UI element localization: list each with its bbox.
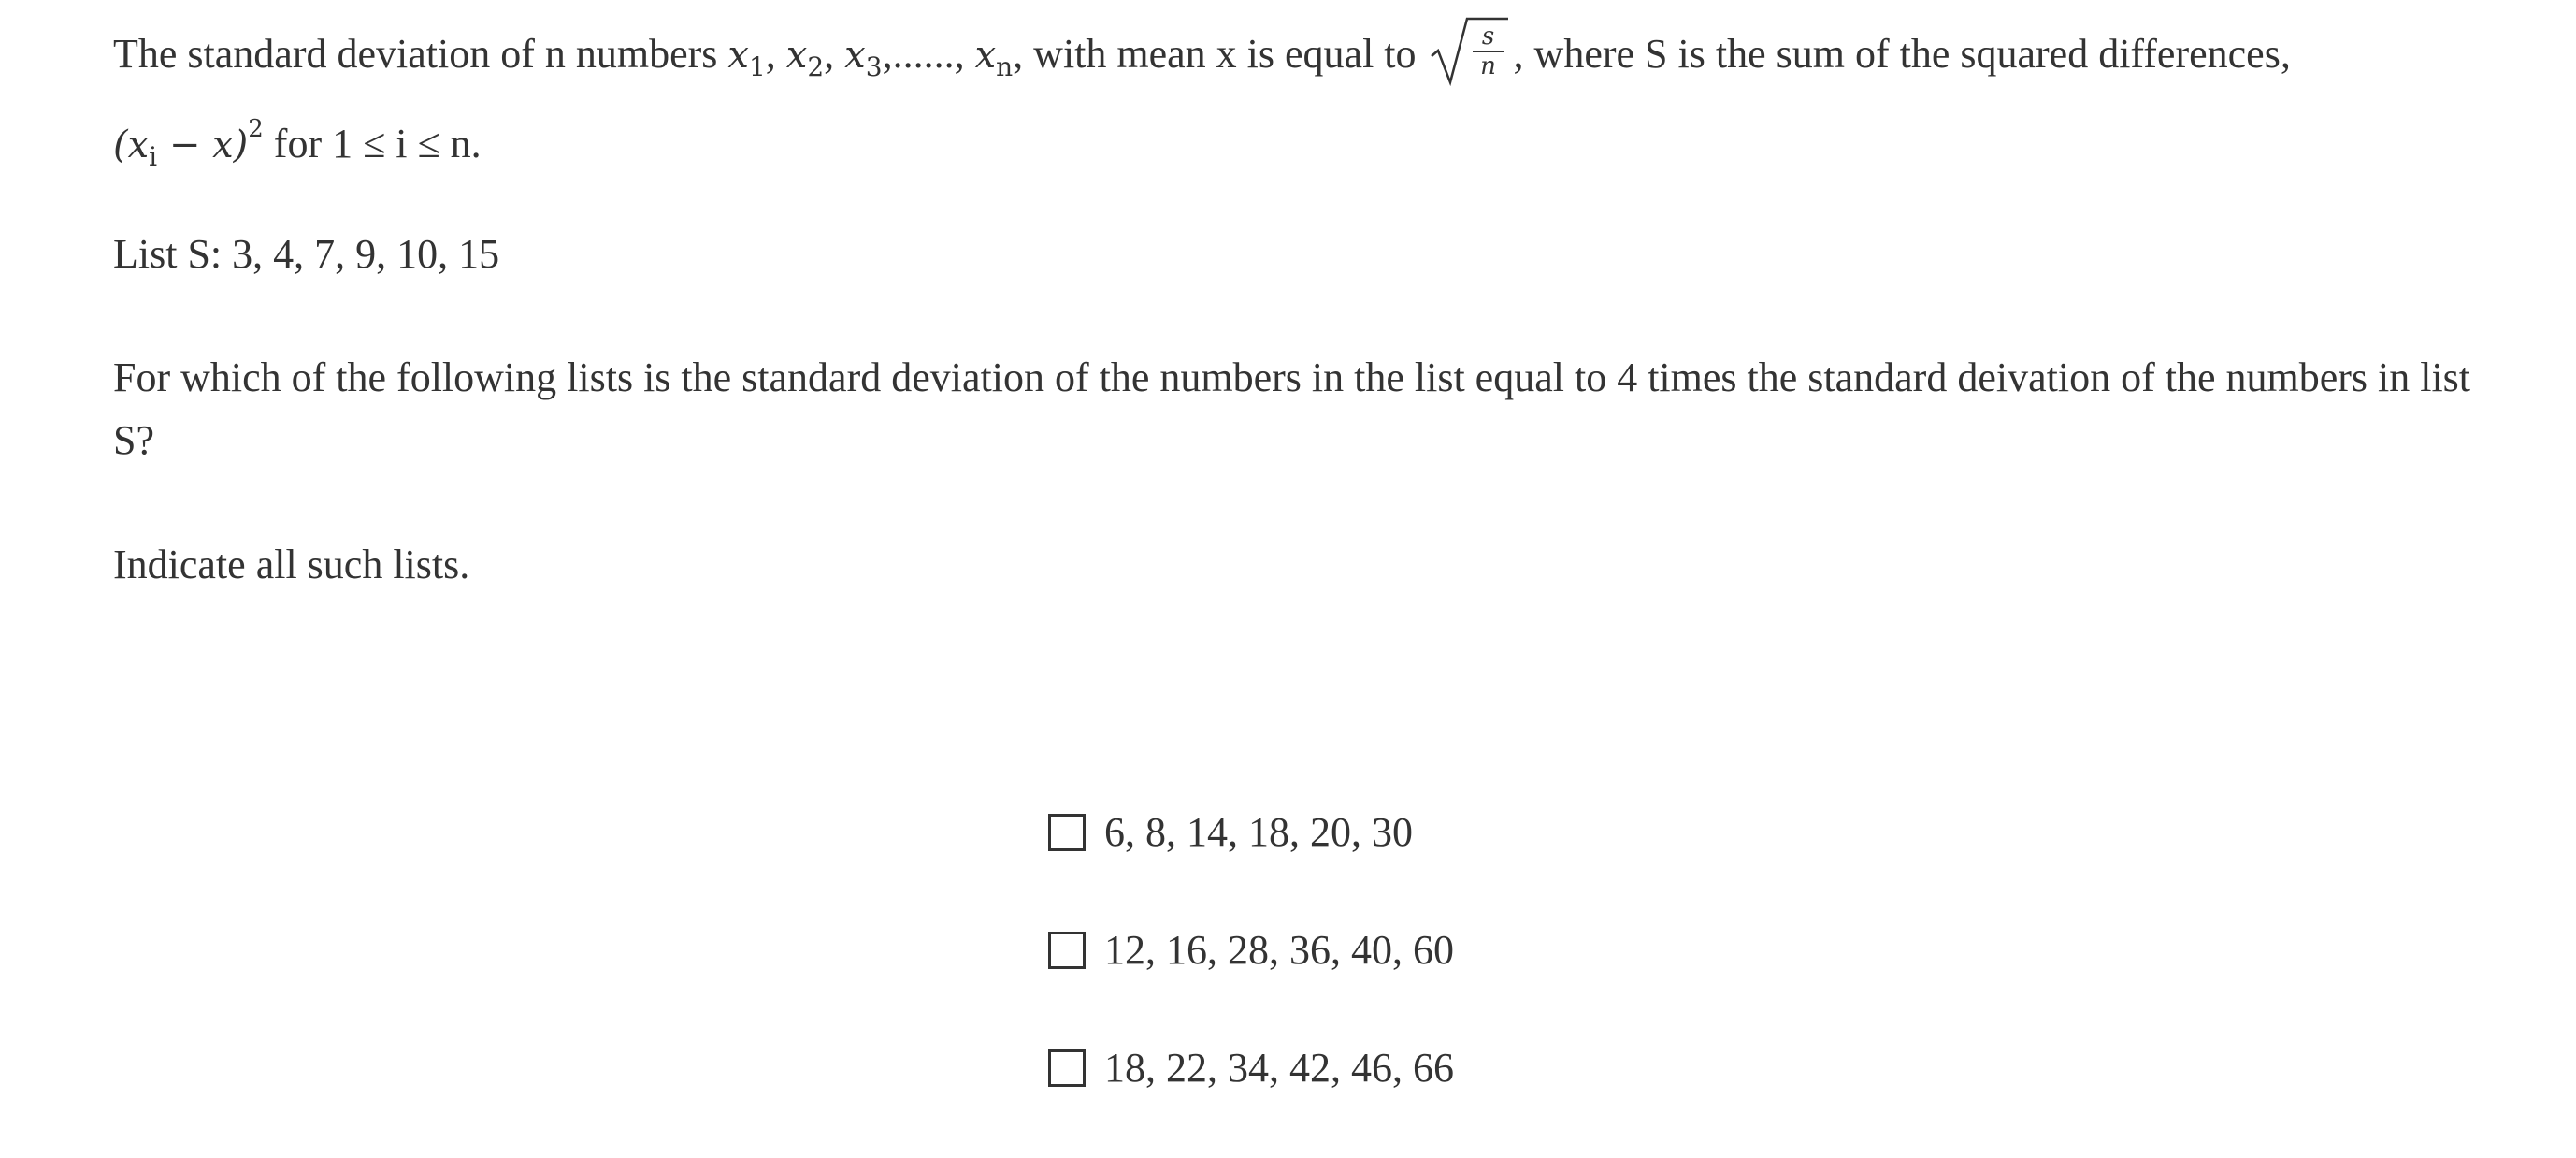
definition-range-text: for 1 ≤ i ≤ n. <box>263 121 482 167</box>
checkbox-icon[interactable] <box>1048 814 1086 851</box>
answer-option-label: 18, 22, 34, 42, 46, 66 <box>1104 1045 1454 1091</box>
checkbox-icon[interactable] <box>1048 932 1086 969</box>
math-x1: $x_1$ <box>727 34 766 83</box>
definition-text-end: , where S is the sum of the squared differences, <box>1513 31 2291 78</box>
question-instruction: Indicate all such lists. <box>113 542 470 587</box>
sqrt-denominator: n <box>1480 52 1496 80</box>
definition-text-middle: , with mean x is equal to <box>1013 31 1417 78</box>
answer-options <box>1048 804 1454 1158</box>
math-squared-difference: $(x_i - x)^2$ <box>113 115 264 173</box>
sqrt-expression <box>1430 15 1508 90</box>
math-xn: $x_n$ <box>974 34 1014 83</box>
answer-option-label: 6, 8, 14, 18, 20, 30 <box>1104 809 1413 855</box>
answer-option-label: 12, 16, 28, 36, 40, 60 <box>1104 927 1454 973</box>
math-x3: $x_3$ <box>844 34 883 83</box>
answer-option-1[interactable] <box>1048 804 1454 861</box>
definition-text-start: The standard deviation of n numbers <box>113 31 728 78</box>
definition-paragraph: The standard deviation of n numbers $x_1$, $x_2$, $x_3$,......, $x_n$, with mean x is equal to $\frac{s}{n}$ , where S is the sum of the squared differences, $(x_i - x)^2$ for 1 ≤ i ≤ n. <box>113 21 2507 188</box>
math-x2: $x_2$ <box>785 34 825 83</box>
list-s-text: List S: 3, 4, 7, 9, 10, 15 <box>113 231 500 277</box>
answer-option-3[interactable] <box>1048 1040 1454 1096</box>
sqrt-numerator: s <box>1473 24 1504 52</box>
checkbox-icon[interactable] <box>1048 1049 1086 1087</box>
answer-option-2[interactable] <box>1048 922 1454 978</box>
question-prompt: For which of the following lists is the standard deviation of the numbers in the list equal to 4 times the standard deivation of the numbers in list S? <box>113 355 2471 463</box>
